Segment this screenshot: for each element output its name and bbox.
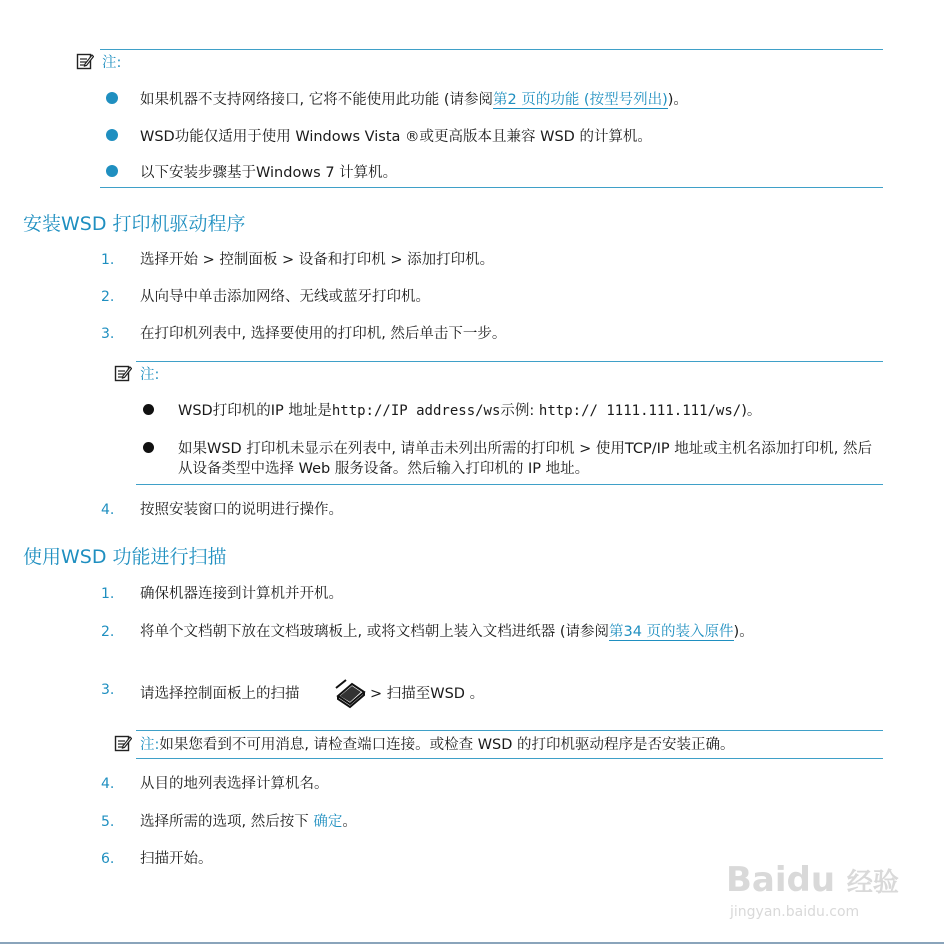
step-number: 4. — [101, 502, 115, 518]
step-text: 扫描开始。 — [140, 851, 213, 867]
watermark-url: jingyan.baidu.com — [730, 904, 860, 920]
bullet-icon — [106, 165, 118, 177]
step-number: 2. — [101, 624, 115, 640]
bullet-icon — [143, 404, 154, 415]
load-originals-link[interactable]: 第34 页的装入原件 — [608, 624, 734, 640]
note-text: 注:如果您看到不可用消息, 请检查端口连接。或检查 WSD 的打印机驱动程序是否安装正确。 — [140, 737, 735, 753]
note-top-rule — [100, 49, 883, 50]
note-icon — [114, 734, 132, 756]
note-icon — [76, 52, 94, 74]
features-link[interactable]: 第2 页的功能 (按型号列出) — [492, 92, 668, 108]
step-number: 6. — [101, 851, 115, 867]
note-bullet-text: WSD功能仅适用于使用 Windows Vista ®或更高版本且兼容 WSD 的计算机。 — [140, 129, 652, 145]
note-label: 注: — [140, 737, 160, 753]
scan-icon — [334, 676, 368, 714]
step-number: 4. — [101, 776, 115, 792]
step-text: 将单个文档朝下放在文档玻璃板上, 或将文档朝上装入文档进纸器 (请参阅第34 页的装入原件)。 — [140, 624, 754, 640]
step-text: 在打印机列表中, 选择要使用的打印机, 然后单击下一步。 — [140, 326, 507, 342]
step-text: 按照安装窗口的说明进行操作。 — [140, 502, 343, 518]
step-text: > 扫描至WSD 。 — [370, 686, 485, 702]
step-text: 选择所需的选项, 然后按下 确定。 — [140, 814, 357, 830]
note-bottom-rule — [136, 484, 883, 485]
section-heading: 安装WSD 打印机驱动程序 — [23, 213, 246, 235]
step-text: 从向导中单击添加网络、无线或蓝牙打印机。 — [140, 289, 430, 305]
section-heading: 使用WSD 功能进行扫描 — [23, 546, 227, 568]
note-bullet-text: 如果WSD 打印机未显示在列表中, 请单击未列出所需的打印机 > 使用TCP/IP 地址或主机名添加打印机, 然后从设备类型中选择 Web 服务设备。然后输入打印机的 IP 地址。 — [178, 441, 873, 477]
step-number: 2. — [101, 289, 115, 305]
note-label: 注: — [140, 367, 160, 383]
bullet-icon — [106, 129, 118, 141]
page-bottom-rule — [0, 942, 944, 944]
step-text: 选择开始 > 控制面板 > 设备和打印机 > 添加打印机。 — [140, 252, 495, 268]
note-top-rule — [136, 730, 883, 731]
step-text: 从目的地列表选择计算机名。 — [140, 776, 329, 792]
step-number: 3. — [101, 682, 115, 698]
note-icon — [114, 364, 132, 386]
note-bullet-text: 以下安装步骤基于Windows 7 计算机。 — [140, 165, 398, 181]
ok-button-label: 确定 — [313, 814, 343, 830]
step-text: 确保机器连接到计算机并开机。 — [140, 586, 343, 602]
step-number: 3. — [101, 326, 115, 342]
step-number: 1. — [101, 586, 115, 602]
step-number: 5. — [101, 814, 115, 830]
note-bullet-text: 如果机器不支持网络接口, 它将不能使用此功能 (请参阅第2 页的功能 (按型号列出))。 — [140, 92, 688, 108]
note-label: 注: — [102, 55, 122, 71]
note-bottom-rule — [136, 758, 883, 759]
bullet-icon — [143, 442, 154, 453]
step-number: 1. — [101, 252, 115, 268]
note-top-rule — [136, 361, 883, 362]
watermark-logo: Baidu 经验 — [726, 860, 899, 900]
note-bottom-rule — [100, 187, 883, 188]
note-bullet-text: WSD打印机的IP 地址是http://IP address/ws示例: http:// 1111.111.111/ws/)。 — [178, 403, 762, 419]
step-text: 请选择控制面板上的扫描 — [140, 686, 300, 702]
bullet-icon — [106, 92, 118, 104]
